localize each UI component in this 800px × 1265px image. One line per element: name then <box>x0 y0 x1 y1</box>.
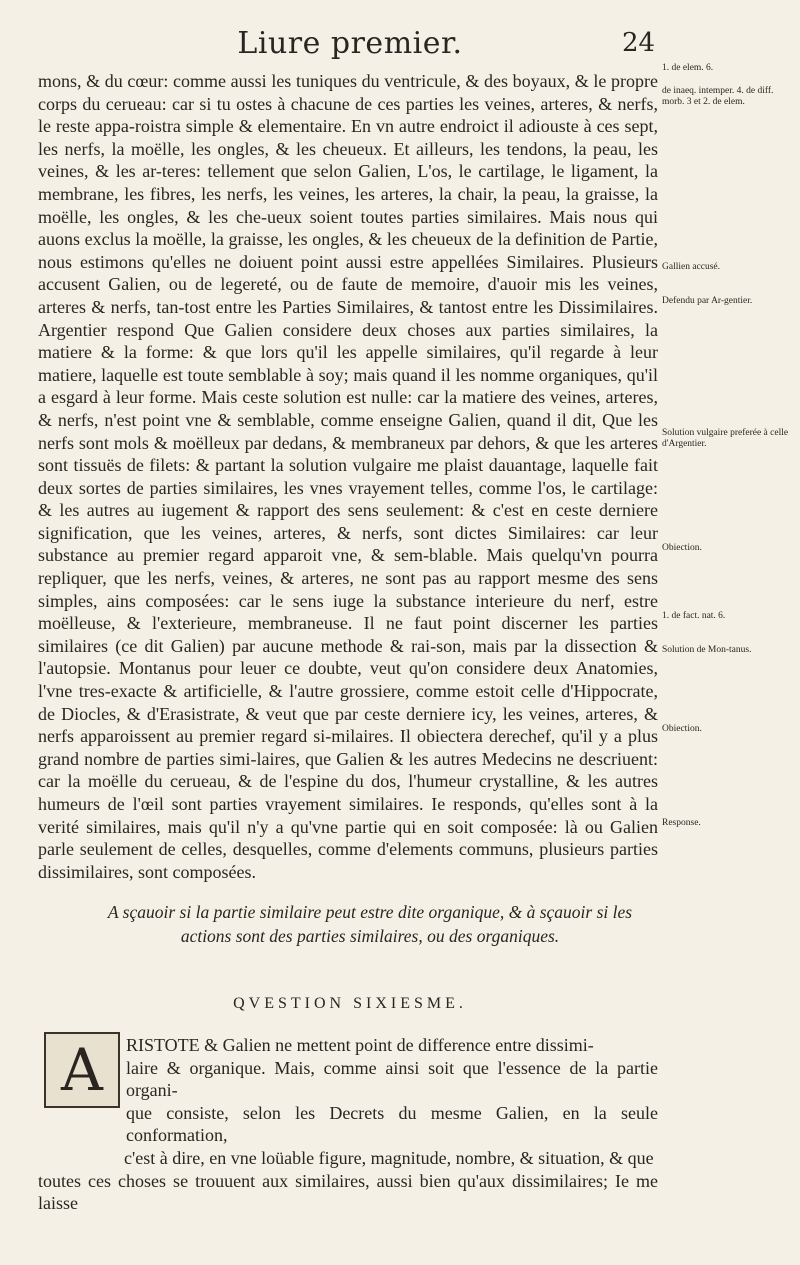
running-header-title: Liure premier. <box>237 26 463 61</box>
final-paragraph <box>38 1034 658 1215</box>
final-line-2: laire & organique. Mais, comme ainsi soit que l'essence de la partie organi- <box>126 1057 658 1101</box>
margin-note-6: Obiection. <box>662 543 702 553</box>
final-line-1: RISTOTE & Galien ne mettent point de difference entre dissimi- <box>126 1035 594 1055</box>
section-heading: A sçauoir si la partie similaire peut estre dite organique, & à sçauoir si les actions sont des parties similaires, ou des organiques. <box>107 902 633 946</box>
main-text-block <box>38 70 658 883</box>
margin-note-8: Solution de Mon-tanus. <box>662 645 752 655</box>
margin-note-2: de inaeq. intemper. 4. de diff. morb. 3 et 2. de elem. <box>662 86 774 107</box>
margin-note-7: 1. de fact. nat. 6. <box>662 611 726 621</box>
margin-note-5: Solution vulgaire preferée à celle d'Argentier. <box>662 428 789 449</box>
question-title: QVESTION SIXIESME. <box>233 995 467 1012</box>
margin-note-1: 1. de elem. 6. <box>662 63 714 73</box>
final-line-3: que consiste, selon les Decrets du mesme Galien, en la seule conformation, <box>126 1102 658 1146</box>
final-line-5: toutes ces choses se trouuent aux similaires, aussi bien qu'aux dissimilaires; Ie me laisse <box>38 1170 658 1214</box>
margin-note-3: Gallien accusé. <box>662 262 721 272</box>
folio-number: 24 <box>622 28 656 58</box>
final-line-4: c'est à dire, en vne loüable figure, magnitude, nombre, & situation, & que <box>124 1147 654 1168</box>
margin-note-9: Obiection. <box>662 724 702 734</box>
margin-note-4: Defendu par Ar-gentier. <box>662 296 753 306</box>
initial-letter: A <box>61 1036 103 1104</box>
margin-note-10: Response. <box>662 818 701 828</box>
main-paragraph: mons, & du cœur: comme aussi les tuniques du ventricule, & des boyaux, & le propre corps du cerueau: car si tu ostes à chacune de ces parties les veines, arteres, & nerfs, le reste appa-roistra simple & elementaire. En vn autre endroict il adiouste à ces sept, les nerfs, la moëlle, les ongles, & les cheueux. Et ailleurs, les tendons, la peau, les veines, & les ar-teres: tellement que selon Galien, L'os, le cartilage, le ligament, la membrane, les fibres, les nerfs, les veines, les arteres, la chair, la peau, la graisse, la moëlle, les ongles, & les che-ueux soient toutes parties similaires. Mais nous qui auons exclus la moëlle, la graisse, les ongles, & les cheueux de la definition de Partie, nous estimons qu'elles ne doiuent point aussi estre appellées Similaires. Plusieurs accusent Galien, ou de legereté, ou de faute de memoire, d'auoir mis les veines, arteres & nerfs, tan-tost entre les Parties Similaires, & tantost entre les Dissimilaires. Argentier respond Que Galien considere deux choses aux parties similaires, la matiere & la forme: & que lors qu'il les appelle similaires, qu'il regarde à leur matiere, laquelle est toute semblable à soy; mais quand il les nomme organiques, qu'il a esgard à leur forme. Mais ceste solution est nulle: car la matiere des veines, arteres, & nerfs, n'est point vne & semblable, comme enseigne Galien, quand il dit, Que les nerfs sont mols & moëlleux par dedans, & membraneux par dehors, & que les arteres sont tissuës de filets: & partant la solution vulgaire me plaist dauantage, laquelle fait deux sortes de parties similaires, les vnes vrayement telles, comme l'os, le cartilage: & les autres au iugement & rapport des sens seulement: & c'est en ceste derniere signification, que les veines, arteres, & nerfs, sont dictes Similaires: car leur substance au premier regard apparoit vne, & sem-blable. Mais quelqu'vn pourra repliquer, que les nerfs, veines, & arteres, ne sont pas au rapport mesme des sens simples, ains composées: car le sens iuge la substance interieure du nerf, estre moëlleuse, & l'exterieure, membraneuse. Il ne faut point discerner les parties similaires (ce dit Galien) par aucune methode & rai-son, mais par la dissection & l'autopsie. Montanus pour leuer ce doubte, veut qu'on considere deux Anatomies, l'vne tres-exacte & artificielle, & l'autre grossiere, comme estoit celle d'Hippocrate, de Diocles, & d'Erasistrate, & veut que par ceste derniere icy, les veines, arteres, & nerfs apparoissent au premier regard si-milaires. Il obiectera derechef, qu'il y a plus grand nombre de parties simi-laires, que Galien & les autres Medecins ne descriuent: car la moëlle du cerueau, & de l'espine du dos, l'humeur crystalline, & les autres humeurs de l'œil sont parties vrayement similaires. Ie responds, qu'elles sont à la verité similaires, mais qu'il n'y a qu'vne partie qui en soit composée: là ou Galien parle seulement de celles, desquelles, comme d'elements communs, plusieurs parties dissimilaires, sont composées. <box>38 71 658 882</box>
